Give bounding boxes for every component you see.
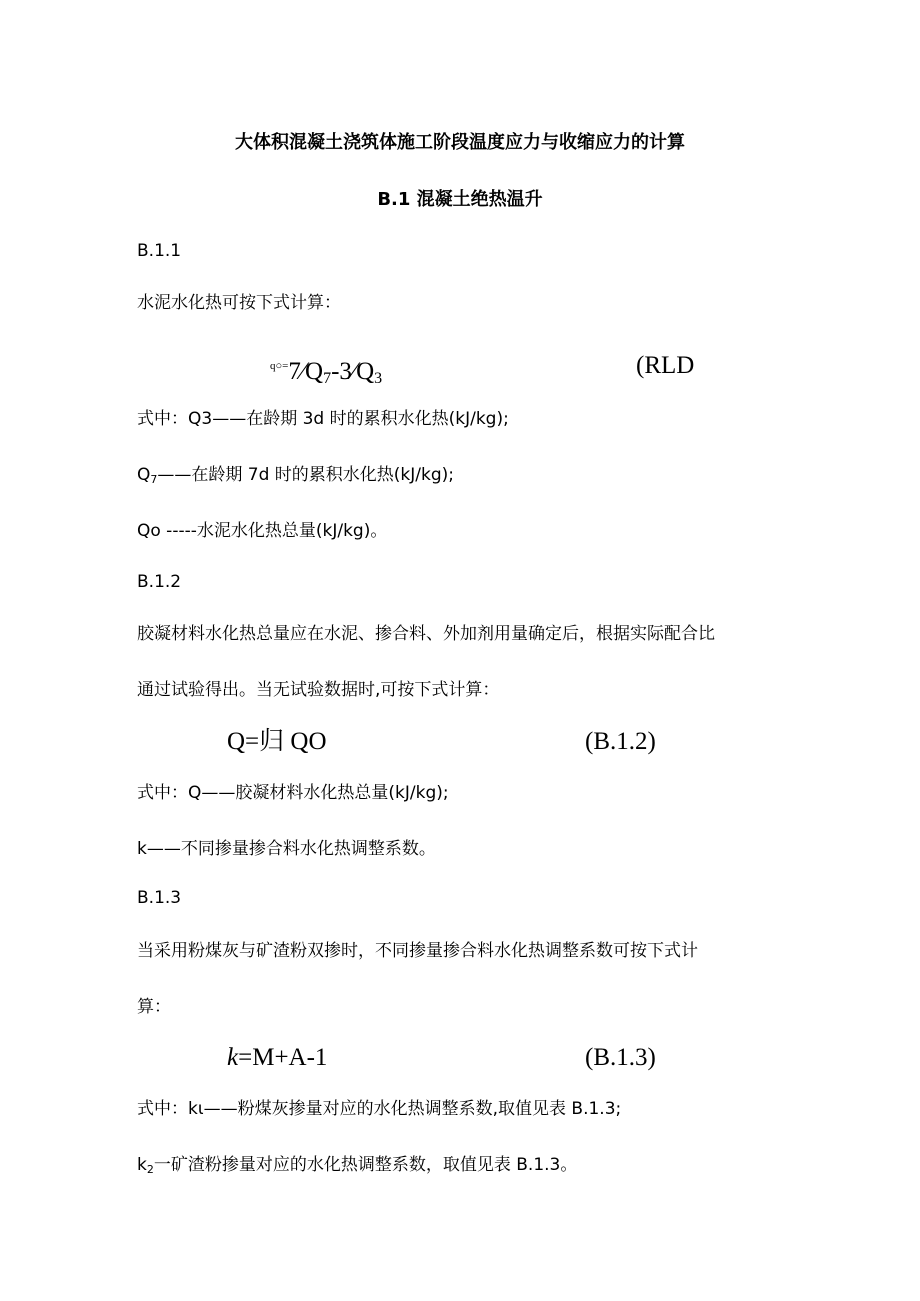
where-k2-rest: 一矿渣粉掺量对应的水化热调整系数，取值见表 B.1.3。 (153, 1155, 578, 1175)
formula-b113-rest: =M+A-1 (238, 1044, 328, 1071)
formula-b111-main: 7⁄Q (288, 358, 324, 385)
formula-b111-prefix: q○= (270, 360, 289, 372)
clause-b113-text-line1: 当采用粉煤灰与矿渣粉双掺时，不同掺量掺合料水化热调整系数可按下式计 (137, 941, 698, 961)
where-k2 (137, 1154, 577, 1181)
equation-number-b111: (RLD (636, 352, 695, 379)
clause-b111-text: 水泥水化热可按下式计算： (137, 293, 341, 313)
clause-b112-text-line1: 胶凝材料水化热总量应在水泥、掺合料、外加剂用量确定后，根据实际配合比 (137, 624, 715, 644)
formula-b111 (270, 351, 382, 394)
formula-b112: Q=归 QO (227, 728, 327, 755)
where-q7-rest: ——在龄期 7d 时的累积水化热(kJ/kg); (157, 465, 455, 485)
where-q3: 式中：Q3——在龄期 3d 时的累积水化热(kJ/kg); (137, 409, 509, 429)
where-q7 (137, 464, 454, 491)
formula-b111-mid: -3⁄Q (331, 358, 375, 385)
document-title: 大体积混凝土浇筑体施工阶段温度应力与收缩应力的计算 (235, 132, 685, 153)
where-q7-sub: 7 (150, 473, 158, 486)
clause-b112-label: B.1.2 (137, 572, 182, 592)
where-k: k——不同掺量掺合料水化热调整系数。 (137, 839, 436, 859)
formula-b111-sub2: 3 (374, 370, 383, 387)
clause-b113-text-line2: 算： (137, 997, 171, 1017)
equation-number-b112: (B.1.2) (585, 728, 656, 755)
where-k1: 式中：kι——粉煤灰掺量对应的水化热调整系数,取值见表 B.1.3; (137, 1099, 622, 1119)
where-q: 式中：Q——胶凝材料水化热总量(kJ/kg); (137, 783, 449, 803)
formula-b111-sub1: 7 (323, 370, 332, 387)
clause-b111-label: B.1.1 (137, 241, 182, 261)
clause-b113-label: B.1.3 (137, 888, 182, 908)
formula-b113-k: k (227, 1044, 239, 1071)
section-heading: B.1 混凝土绝热温升 (377, 189, 543, 210)
equation-number-b113: (B.1.3) (585, 1044, 656, 1071)
formula-b113 (227, 1043, 327, 1073)
where-q7-prefix: Q (137, 465, 151, 485)
where-q0: Qo -----水泥水化热总量(kJ/kg)。 (137, 521, 388, 541)
clause-b112-text-line2: 通过试验得出。当无试验数据时,可按下式计算： (137, 680, 500, 700)
where-k2-sub: 2 (146, 1163, 154, 1176)
where-k2-prefix: k (137, 1155, 147, 1175)
